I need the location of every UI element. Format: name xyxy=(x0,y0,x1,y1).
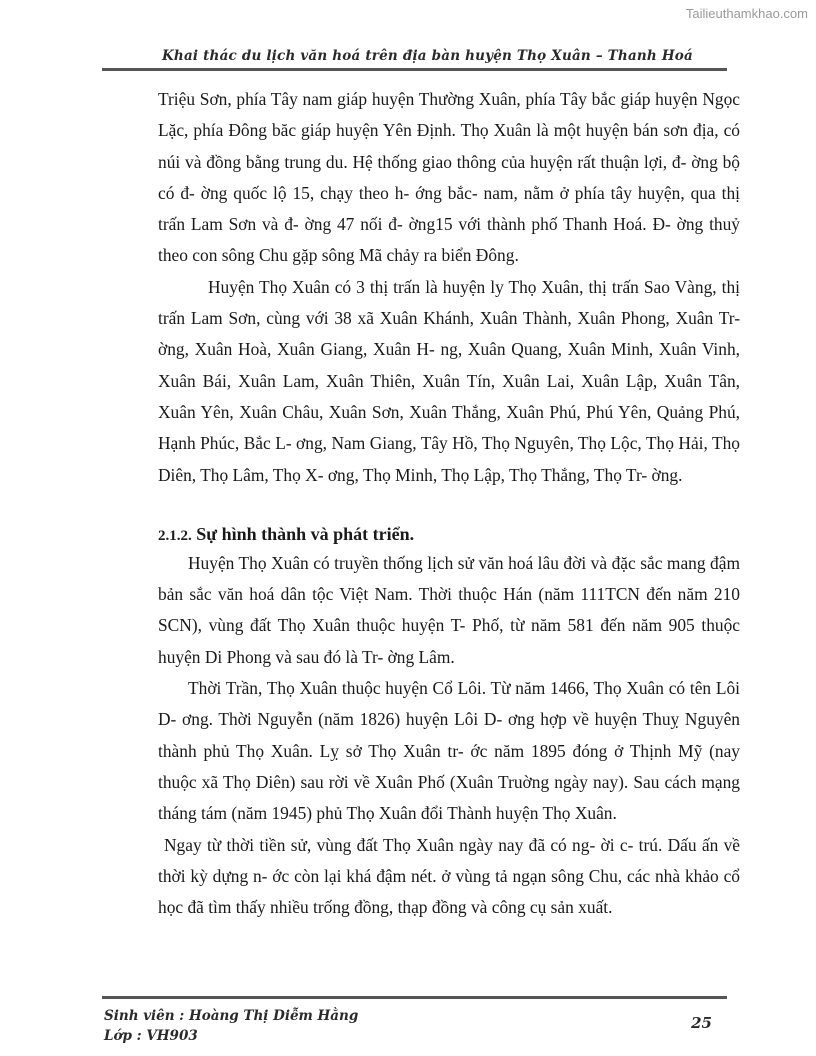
section-title: Sự hình thành và phát triển. xyxy=(196,523,415,544)
footer-author-block xyxy=(104,1006,358,1046)
footer-class: Lớp : VH903 xyxy=(104,1028,198,1044)
paragraph-geography: Triệu Sơn, phía Tây nam giáp huyện Thường Xuân, phía Tây bắc giáp huyện Ngọc Lặc, phía Đông băc giáp huyện Yên Định. Thọ Xuân là một huyện bán sơn địa, có núi và đồng bằng trung du. Hệ thống giao thông của huyện rất thuận lợi, đ- ờng bộ có đ- ờng quốc lộ 15, chạy theo h- ớng bắc- nam, nằm ở phía tây huyện, qua thị trấn Lam Sơn và đ- ờng 47 nối đ- ờng15 với thành phố Thanh Hoá. Đ- ờng thuỷ theo con sông Chu gặp sông Mã chảy ra biển Đông. xyxy=(158,89,740,266)
header-divider xyxy=(102,68,727,71)
paragraph-history: Huyện Thọ Xuân có truyền thống lịch sử văn hoá lâu đời và đặc sắc mang đậm bản sắc văn hoá dân tộc Việt Nam. Thời thuộc Hán (năm 111TCN đến năm 210 SCN), vùng đất Thọ Xuân thuộc huyện T- Phố, từ năm 581 đến năm 905 thuộc huyện Di Phong và sau đó là Tr- ờng Lâm. xyxy=(158,552,740,667)
page-number: 25 xyxy=(691,1014,712,1032)
footer-student: Sinh viên : Hoàng Thị Diễm Hằng xyxy=(104,1008,359,1024)
watermark-text: Tailieuthamkhao.com xyxy=(685,6,808,21)
section-heading xyxy=(158,522,740,548)
paragraph-prehistory: Ngay từ thời tiền sử, vùng đất Thọ Xuân ngày nay đã có ng- ời c- trú. Dấu ấn về thời kỳ dựng n- ớc còn lại khá đậm nét. ở vùng tả ngạn sông Chu, các nhà khảo cổ học đã tìm thấy nhiều trống đồng, thạp đồng và công cụ sản xuất. xyxy=(158,834,740,918)
page-body xyxy=(158,84,740,923)
section-number: 2.1.2. xyxy=(158,527,192,544)
paragraph-dynasties: Thời Trần, Thọ Xuân thuộc huyện Cổ Lôi. Từ năm 1466, Thọ Xuân có tên Lôi D- ơng. Thời Nguyễn (năm 1826) huyện Lôi D- ơng hợp về huyện Thuỵ Nguyên thành phủ Thọ Xuân. Lỵ sở Thọ Xuân tr- ớc năm 1895 đóng ở Thịnh Mỹ (nay thuộc xã Thọ Diên) sau rời về Xuân Phố (Xuân Truờng ngày nay). Sau cách mạng tháng tám (năm 1945) phủ Thọ Xuân đổi Thành huyện Thọ Xuân. xyxy=(158,678,740,824)
paragraph-communes: Huyện Thọ Xuân có 3 thị trấn là huyện ly Thọ Xuân, thị trấn Sao Vàng, thị trấn Lam Sơn, cùng với 38 xã Xuân Khánh, Xuân Thành, Xuân Phong, Xuân Tr- ờng, Xuân Hoà, Xuân Giang, Xuân H- ng, Xuân Quang, Xuân Minh, Xuân Vinh, Xuân Bái, Xuân Lam, Xuân Thiên, Xuân Tín, Xuân Lai, Xuân Lập, Xuân Tân, Xuân Yên, Xuân Châu, Xuân Sơn, Xuân Thắng, Xuân Phú, Phú Yên, Quảng Phú, Hạnh Phúc, Bắc L- ơng, Nam Giang, Tây Hồ, Thọ Nguyên, Thọ Lộc, Thọ Hải, Thọ Diên, Thọ Lâm, Thọ X- ơng, Thọ Minh, Thọ Lập, Thọ Thắng, Thọ Tr- ờng. xyxy=(158,276,740,485)
running-header: Khai thác du lịch văn hoá trên địa bàn huyện Thọ Xuân – Thanh Hoá xyxy=(162,48,693,64)
footer-divider xyxy=(102,996,727,999)
